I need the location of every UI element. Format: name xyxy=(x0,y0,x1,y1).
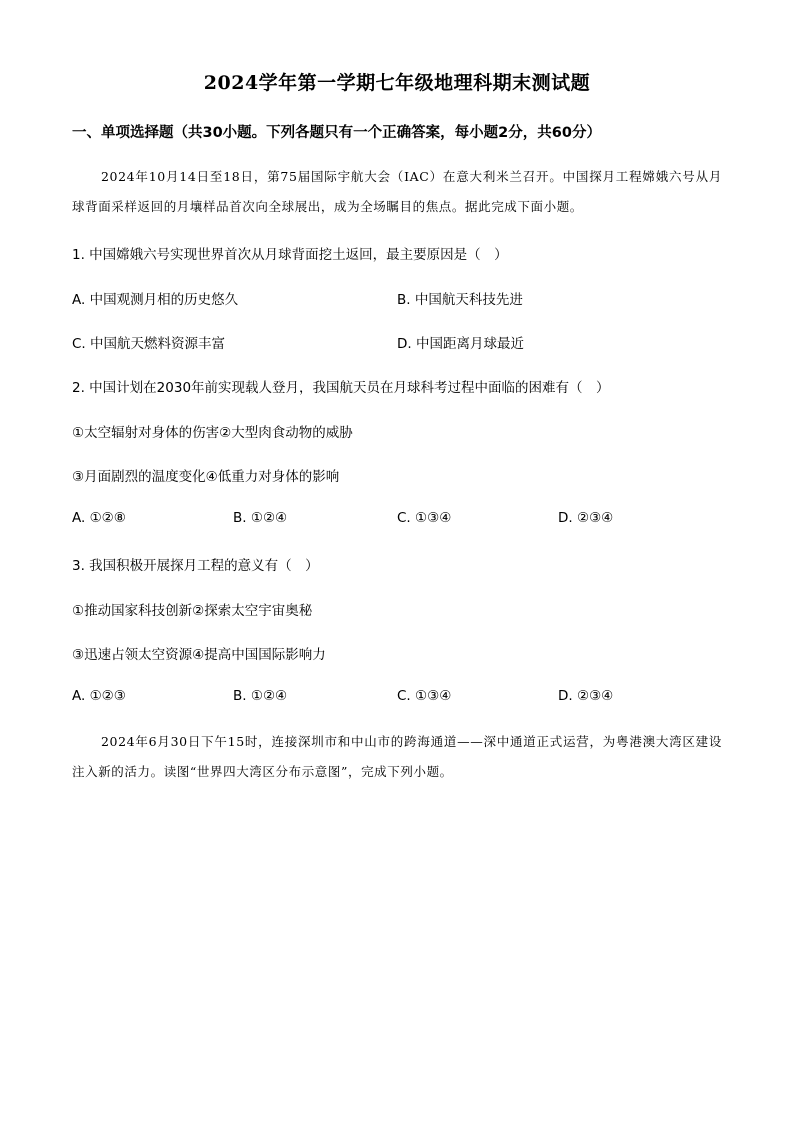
question-2-option-d: D. ②③④ xyxy=(558,510,614,526)
question-1-option-a: A. 中国观测月相的历史悠久 xyxy=(72,292,239,308)
question-3-option-d: D. ②③④ xyxy=(558,688,614,704)
question-1-option-c: C. 中国航天燃料资源丰富 xyxy=(72,336,226,352)
section-heading: 一、单项选择题（共30小题。下列各题只有一个正确答案，每小题2分，共60分） xyxy=(72,125,601,141)
reading-material-2: 2024年6月30日下午15时，连接深圳市和中山市的跨海通道——深中通道正式运营，为粤港澳大湾区建设注入新的活力。读图“世界四大湾区分布示意图”，完成下列小题。 xyxy=(72,734,722,779)
question-3-stem: 3. 我国积极开展探月工程的意义有（ ） xyxy=(72,558,319,574)
question-2-statement-2: ③月面剧烈的温度变化④低重力对身体的影响 xyxy=(72,469,340,485)
question-3-statement-2: ③迅速占领太空资源④提高中国国际影响力 xyxy=(72,647,326,663)
question-1-option-b: B. 中国航天科技先进 xyxy=(397,292,523,308)
question-3-option-c: C. ①③④ xyxy=(397,688,452,704)
question-1-option-d: D. 中国距离月球最近 xyxy=(397,336,524,352)
question-2-option-a: A. ①②⑧ xyxy=(72,510,126,526)
reading-material-1: 2024年10月14日至18日，第75届国际宇航大会（IAC）在意大利米兰召开。中国探月工程嫦娥六号从月球背面采样返回的月壤样品首次向全球展出，成为全场瞩目的焦点。据此完成下面小题。 xyxy=(72,169,722,214)
question-3-option-a: A. ①②③ xyxy=(72,688,126,704)
question-2-stem: 2. 中国计划在2030年前实现载人登月，我国航天员在月球科考过程中面临的困难有（ ） xyxy=(72,380,610,396)
question-3-statement-1: ①推动国家科技创新②探索太空宇宙奥秘 xyxy=(72,603,313,619)
question-2-option-c: C. ①③④ xyxy=(397,510,452,526)
question-2-statement-1: ①太空辐射对身体的伤害②大型肉食动物的威胁 xyxy=(72,425,353,441)
question-1-stem: 1. 中国嫦娥六号实现世界首次从月球背面挖土返回，最主要原因是（ ） xyxy=(72,247,508,263)
question-3-option-b: B. ①②④ xyxy=(233,688,288,704)
exam-title: 2024学年第一学期七年级地理科期末测试题 xyxy=(203,72,591,94)
question-2-option-b: B. ①②④ xyxy=(233,510,288,526)
